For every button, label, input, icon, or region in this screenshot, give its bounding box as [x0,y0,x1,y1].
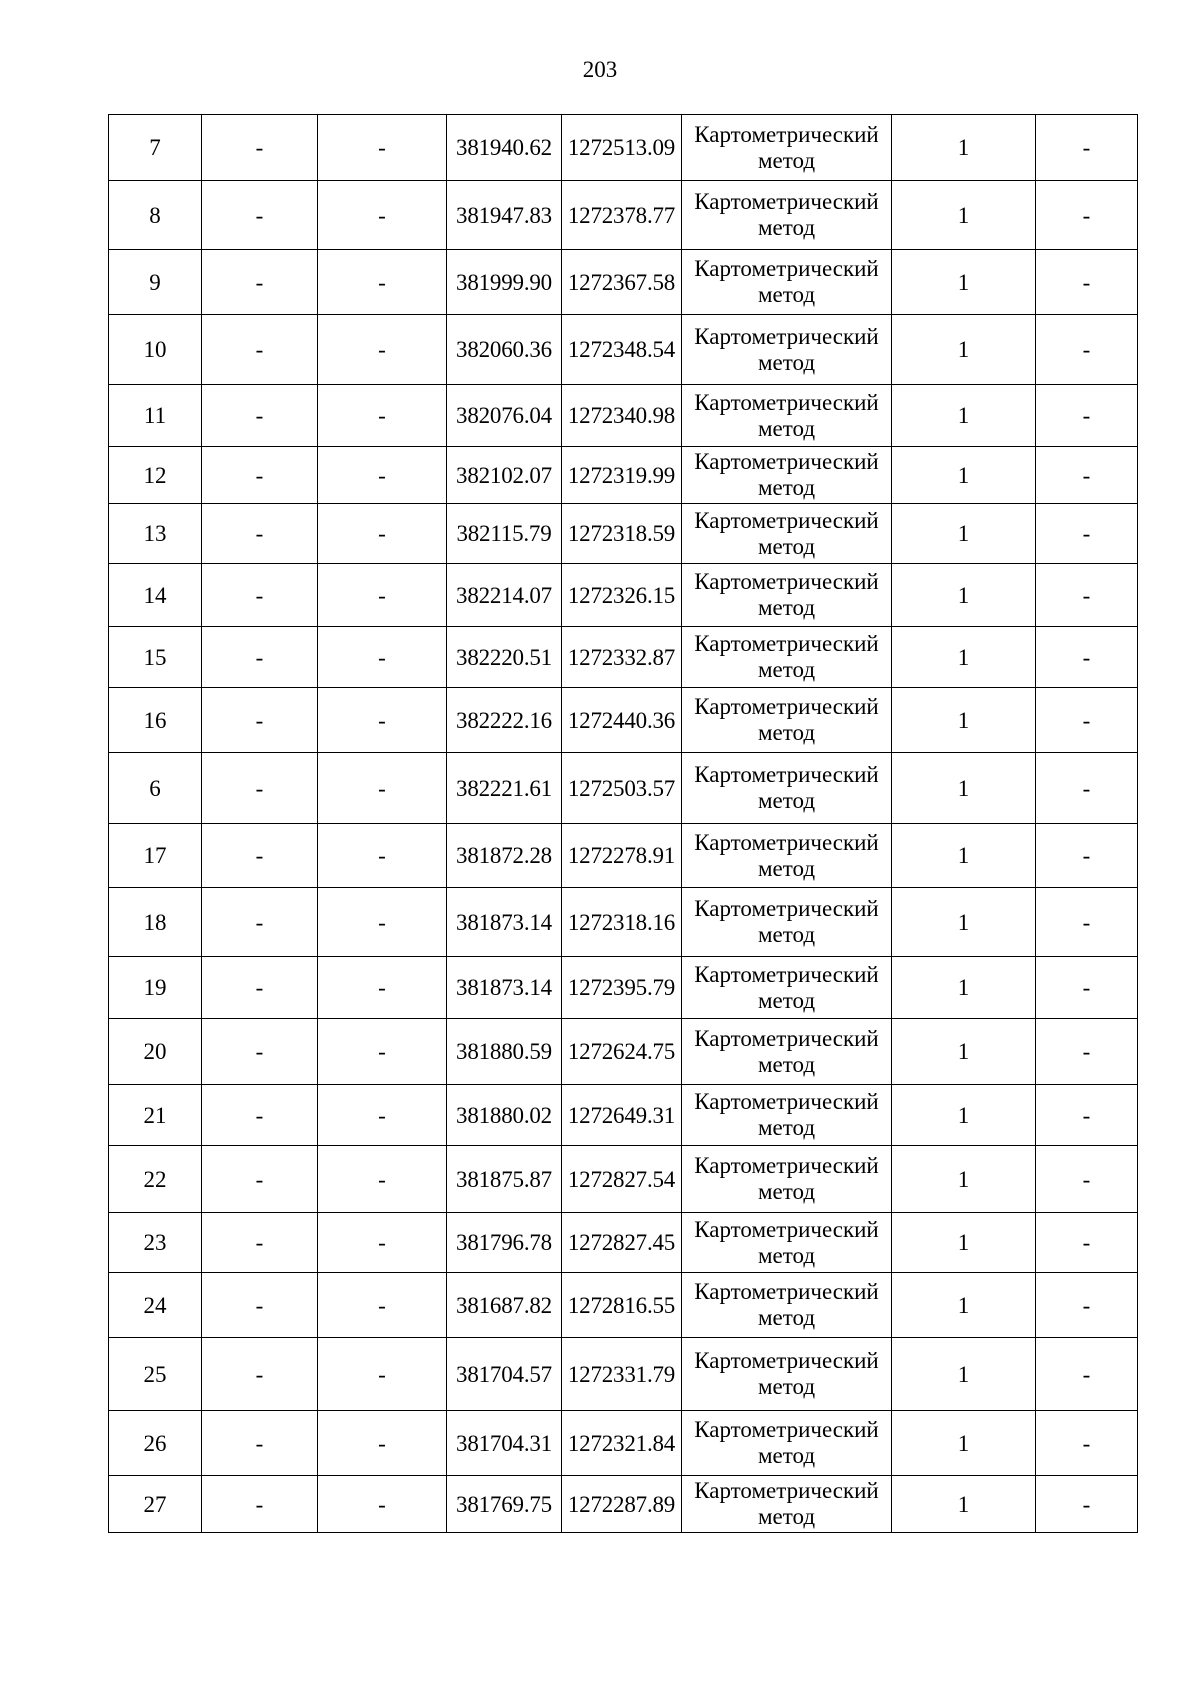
x-coordinate-cell: 381873.14 [447,888,562,957]
x-coordinate-cell: 382222.16 [447,688,562,753]
method-line-1: Картометрический [694,449,879,474]
point-number-cell: 24 [109,1273,202,1338]
empty-cell: - [202,315,318,385]
method-line-1: Картометрический [694,961,879,987]
accuracy-cell: 1 [892,688,1036,753]
empty-cell: - [1036,688,1138,753]
empty-cell: - [202,504,318,564]
accuracy-cell: 1 [892,1213,1036,1273]
method-cell [682,957,892,1019]
accuracy-cell: 1 [892,315,1036,385]
empty-cell: - [1036,1019,1138,1085]
point-number-cell: 27 [109,1476,202,1533]
point-number-cell: 25 [109,1338,202,1411]
x-coordinate-cell: 382214.07 [447,564,562,627]
empty-cell: - [202,1476,318,1533]
empty-cell: - [318,1213,447,1273]
method-line-2: метод [757,215,816,240]
x-coordinate-cell: 382076.04 [447,385,562,447]
y-coordinate-cell: 1272827.45 [562,1213,682,1273]
x-coordinate-cell: 381880.02 [447,1085,562,1146]
y-coordinate-cell: 1272503.57 [562,753,682,824]
table-row [109,315,1138,385]
table-row [109,1213,1138,1273]
x-coordinate-cell: 382220.51 [447,627,562,688]
table-row [109,1411,1138,1476]
empty-cell: - [1036,1213,1138,1273]
table-row [109,385,1138,447]
point-number-cell: 20 [109,1019,202,1085]
method-cell [682,824,892,888]
empty-cell: - [202,385,318,447]
x-coordinate-cell: 381999.90 [447,250,562,315]
table-row [109,564,1138,627]
method-line-2: метод [757,1179,816,1204]
method-cell [682,1338,892,1411]
x-coordinate-cell: 382221.61 [447,753,562,824]
empty-cell: - [318,627,447,688]
y-coordinate-cell: 1272513.09 [562,115,682,181]
x-coordinate-cell: 381875.87 [447,1146,562,1213]
empty-cell: - [318,564,447,627]
accuracy-cell: 1 [892,1338,1036,1411]
method-line-2: метод [757,475,816,500]
empty-cell: - [1036,888,1138,957]
x-coordinate-cell: 381940.62 [447,115,562,181]
method-line-2: метод [757,349,816,375]
empty-cell: - [202,1213,318,1273]
method-cell [682,888,892,957]
empty-cell: - [202,824,318,888]
accuracy-cell: 1 [892,250,1036,315]
y-coordinate-cell: 1272278.91 [562,824,682,888]
method-cell [682,1146,892,1213]
method-line-2: метод [757,788,816,813]
empty-cell: - [1036,447,1138,504]
empty-cell: - [318,315,447,385]
x-coordinate-cell: 381704.31 [447,1411,562,1476]
method-cell [682,753,892,824]
empty-cell: - [318,447,447,504]
method-line-1: Картометрический [694,762,879,787]
empty-cell: - [1036,1273,1138,1338]
empty-cell: - [1036,1085,1138,1146]
method-cell [682,250,892,315]
empty-cell: - [318,957,447,1019]
method-cell [682,504,892,564]
empty-cell: - [1036,1411,1138,1476]
table-row [109,888,1138,957]
empty-cell: - [1036,824,1138,888]
method-cell [682,564,892,627]
accuracy-cell: 1 [892,1019,1036,1085]
empty-cell: - [202,753,318,824]
empty-cell: - [202,250,318,315]
point-number-cell: 15 [109,627,202,688]
method-line-1: Картометрический [694,507,879,533]
point-number-cell: 16 [109,688,202,753]
empty-cell: - [318,181,447,250]
method-line-2: метод [757,1504,816,1529]
point-number-cell: 19 [109,957,202,1019]
y-coordinate-cell: 1272287.89 [562,1476,682,1533]
accuracy-cell: 1 [892,385,1036,447]
method-cell [682,627,892,688]
empty-cell: - [1036,627,1138,688]
method-line-1: Картометрический [694,569,879,594]
y-coordinate-cell: 1272348.54 [562,315,682,385]
method-line-2: метод [757,415,816,441]
x-coordinate-cell: 382102.07 [447,447,562,504]
empty-cell: - [202,1019,318,1085]
empty-cell: - [318,385,447,447]
method-line-2: метод [757,147,816,173]
page-number: 203 [582,57,618,82]
table-row [109,1146,1138,1213]
empty-cell: - [202,115,318,181]
y-coordinate-cell: 1272340.98 [562,385,682,447]
empty-cell: - [202,447,318,504]
y-coordinate-cell: 1272331.79 [562,1338,682,1411]
empty-cell: - [318,1146,447,1213]
accuracy-cell: 1 [892,504,1036,564]
method-line-2: метод [757,533,816,559]
method-line-1: Картометрический [694,631,879,656]
y-coordinate-cell: 1272378.77 [562,181,682,250]
empty-cell: - [1036,1338,1138,1411]
method-cell [682,1085,892,1146]
point-number-cell: 26 [109,1411,202,1476]
empty-cell: - [318,753,447,824]
x-coordinate-cell: 381873.14 [447,957,562,1019]
accuracy-cell: 1 [892,888,1036,957]
table-row [109,753,1138,824]
empty-cell: - [1036,181,1138,250]
method-line-1: Картометрический [694,1216,879,1242]
method-line-2: метод [757,1115,816,1140]
y-coordinate-cell: 1272326.15 [562,564,682,627]
empty-cell: - [1036,250,1138,315]
method-cell [682,447,892,504]
point-number-cell: 12 [109,447,202,504]
method-line-1: Картометрический [694,256,879,281]
method-cell [682,688,892,753]
x-coordinate-cell: 381947.83 [447,181,562,250]
table-row [109,115,1138,181]
empty-cell: - [202,1085,318,1146]
table-row [109,1019,1138,1085]
empty-cell: - [202,627,318,688]
accuracy-cell: 1 [892,957,1036,1019]
accuracy-cell: 1 [892,824,1036,888]
method-line-1: Картометрический [694,829,879,855]
method-line-2: метод [757,720,816,745]
x-coordinate-cell: 381872.28 [447,824,562,888]
empty-cell: - [202,688,318,753]
x-coordinate-cell: 381880.59 [447,1019,562,1085]
point-number-cell: 22 [109,1146,202,1213]
empty-cell: - [318,1476,447,1533]
method-line-2: метод [757,1374,816,1399]
empty-cell: - [318,1338,447,1411]
method-line-1: Картометрический [694,323,879,349]
point-number-cell: 7 [109,115,202,181]
accuracy-cell: 1 [892,1146,1036,1213]
table-row [109,504,1138,564]
method-cell [682,115,892,181]
point-number-cell: 8 [109,181,202,250]
x-coordinate-cell: 381796.78 [447,1213,562,1273]
empty-cell: - [202,1411,318,1476]
y-coordinate-cell: 1272440.36 [562,688,682,753]
accuracy-cell: 1 [892,753,1036,824]
method-cell [682,1273,892,1338]
empty-cell: - [318,1085,447,1146]
x-coordinate-cell: 382060.36 [447,315,562,385]
table-row [109,1338,1138,1411]
y-coordinate-cell: 1272827.54 [562,1146,682,1213]
method-line-2: метод [757,1242,816,1268]
empty-cell: - [318,250,447,315]
table-body [109,115,1138,1533]
method-line-1: Картометрический [694,189,879,214]
empty-cell: - [318,115,447,181]
method-line-1: Картометрический [694,694,879,719]
y-coordinate-cell: 1272318.59 [562,504,682,564]
empty-cell: - [1036,115,1138,181]
method-cell [682,1019,892,1085]
table-row [109,957,1138,1019]
accuracy-cell: 1 [892,564,1036,627]
empty-cell: - [202,181,318,250]
empty-cell: - [202,1146,318,1213]
method-cell [682,315,892,385]
method-line-2: метод [757,1443,816,1468]
point-number-cell: 17 [109,824,202,888]
accuracy-cell: 1 [892,1411,1036,1476]
table-row [109,1085,1138,1146]
empty-cell: - [1036,957,1138,1019]
y-coordinate-cell: 1272624.75 [562,1019,682,1085]
method-line-1: Картометрический [694,1089,879,1114]
method-cell [682,1213,892,1273]
method-line-1: Картометрический [694,1348,879,1373]
table-row [109,250,1138,315]
x-coordinate-cell: 381704.57 [447,1338,562,1411]
point-number-cell: 13 [109,504,202,564]
method-line-2: метод [757,1051,816,1077]
table-row [109,824,1138,888]
empty-cell: - [318,1273,447,1338]
table-row [109,1476,1138,1533]
y-coordinate-cell: 1272816.55 [562,1273,682,1338]
empty-cell: - [318,504,447,564]
table-row [109,181,1138,250]
method-line-1: Картометрический [694,1417,879,1442]
point-number-cell: 21 [109,1085,202,1146]
y-coordinate-cell: 1272318.16 [562,888,682,957]
y-coordinate-cell: 1272321.84 [562,1411,682,1476]
x-coordinate-cell: 381687.82 [447,1273,562,1338]
method-line-2: метод [757,987,816,1013]
y-coordinate-cell: 1272395.79 [562,957,682,1019]
empty-cell: - [202,1273,318,1338]
method-cell [682,181,892,250]
y-coordinate-cell: 1272332.87 [562,627,682,688]
accuracy-cell: 1 [892,1085,1036,1146]
empty-cell: - [202,564,318,627]
empty-cell: - [202,888,318,957]
x-coordinate-cell: 381769.75 [447,1476,562,1533]
empty-cell: - [202,1338,318,1411]
empty-cell: - [1036,1476,1138,1533]
empty-cell: - [202,957,318,1019]
point-number-cell: 10 [109,315,202,385]
table-row [109,1273,1138,1338]
empty-cell: - [1036,564,1138,627]
y-coordinate-cell: 1272649.31 [562,1085,682,1146]
accuracy-cell: 1 [892,1273,1036,1338]
empty-cell: - [318,824,447,888]
method-line-1: Картометрический [694,1153,879,1178]
empty-cell: - [318,1411,447,1476]
y-coordinate-cell: 1272367.58 [562,250,682,315]
method-line-1: Картометрический [694,389,879,415]
empty-cell: - [1036,753,1138,824]
method-line-1: Картометрический [694,1025,879,1051]
point-number-cell: 23 [109,1213,202,1273]
method-cell [682,1411,892,1476]
empty-cell: - [1036,1146,1138,1213]
empty-cell: - [1036,385,1138,447]
method-line-1: Картометрический [694,896,879,921]
empty-cell: - [318,1019,447,1085]
coordinates-table [108,114,1138,1533]
method-line-2: метод [757,922,816,947]
empty-cell: - [318,688,447,753]
accuracy-cell: 1 [892,115,1036,181]
method-line-1: Картометрический [694,1279,879,1304]
method-line-2: метод [757,1305,816,1330]
method-cell [682,1476,892,1533]
point-number-cell: 11 [109,385,202,447]
y-coordinate-cell: 1272319.99 [562,447,682,504]
point-number-cell: 6 [109,753,202,824]
method-line-2: метод [757,282,816,307]
table-row [109,447,1138,504]
accuracy-cell: 1 [892,447,1036,504]
accuracy-cell: 1 [892,627,1036,688]
method-cell [682,385,892,447]
method-line-2: метод [757,657,816,682]
point-number-cell: 14 [109,564,202,627]
empty-cell: - [318,888,447,957]
empty-cell: - [1036,315,1138,385]
method-line-1: Картометрический [694,1478,879,1503]
method-line-1: Картометрический [694,121,879,147]
table-row [109,627,1138,688]
accuracy-cell: 1 [892,1476,1036,1533]
empty-cell: - [1036,504,1138,564]
x-coordinate-cell: 382115.79 [447,504,562,564]
point-number-cell: 18 [109,888,202,957]
method-line-2: метод [757,855,816,881]
point-number-cell: 9 [109,250,202,315]
accuracy-cell: 1 [892,181,1036,250]
method-line-2: метод [757,595,816,620]
table-row [109,688,1138,753]
